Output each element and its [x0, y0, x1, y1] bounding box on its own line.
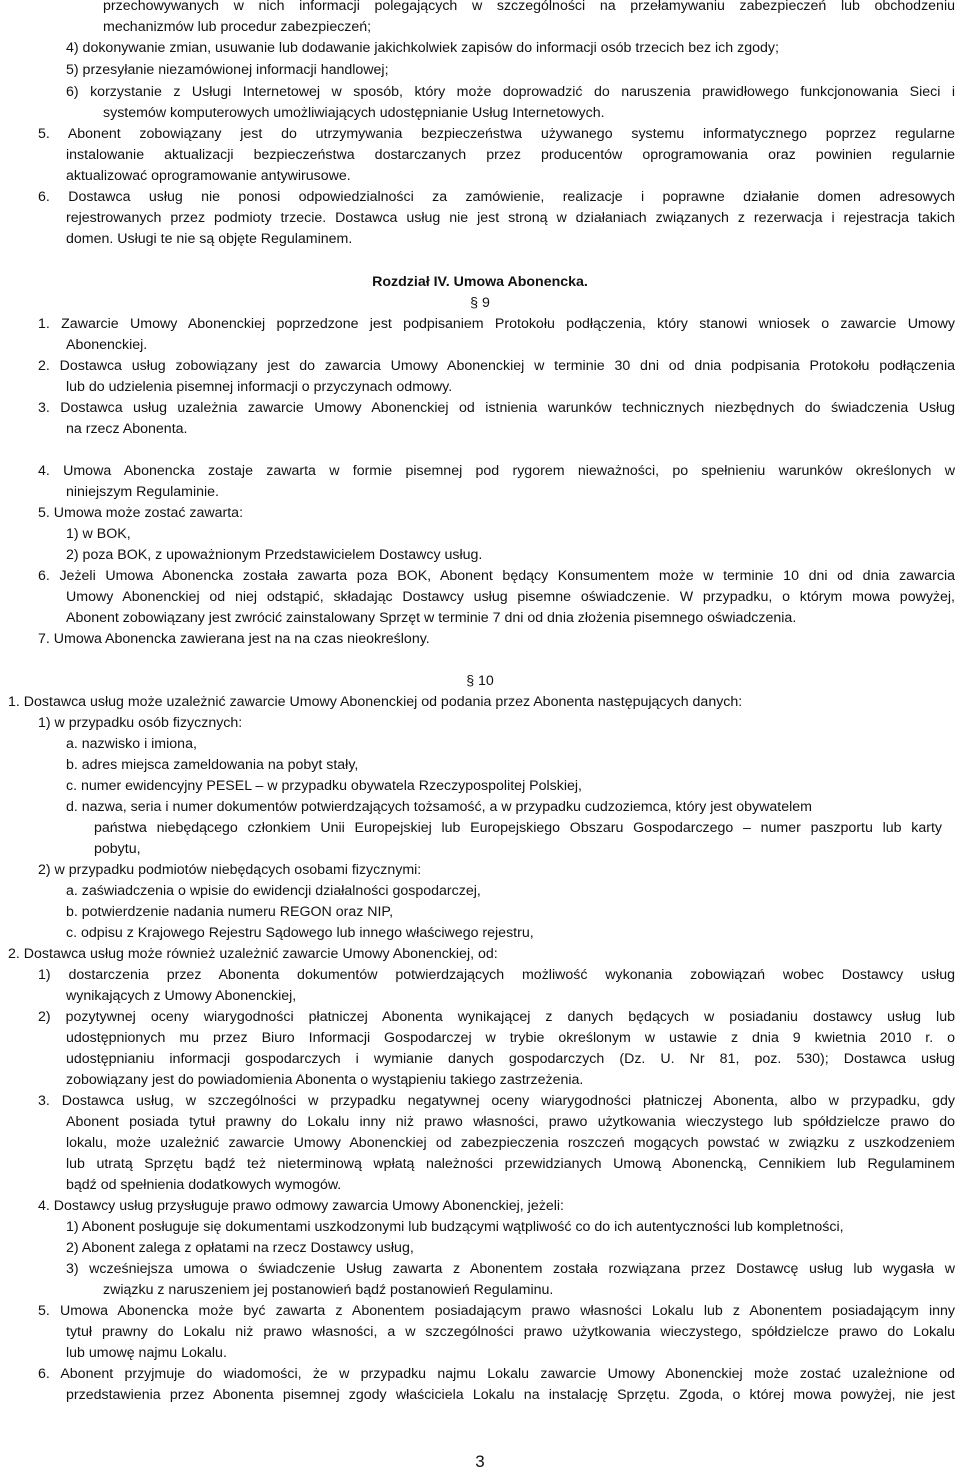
text-line: 6. Abonent przyjmuje do wiadomości, że w przypadku najmu Lokalu zawarcie Umowy Abonenckiej może zostać uzależnione od — [38, 1366, 955, 1382]
text-line: pobytu, — [94, 841, 141, 857]
text-line: systemów komputerowych umożliwiających udostępnianie Usług Internetowych. — [103, 105, 605, 121]
text-line: 2) w przypadku podmiotów niebędących osobami fizycznymi: — [38, 862, 422, 878]
text-line: 2) poza BOK, z upoważnionym Przedstawicielem Dostawcy usług. — [66, 547, 483, 563]
text-line: 1. Zawarcie Umowy Abonenckiej poprzedzone jest podpisaniem Protokołu podłączenia, który stanowi wniosek o zawarcie Umowy — [38, 316, 955, 332]
text-line: 4) dokonywanie zmian, usuwanie lub dodawanie jakichkolwiek zapisów do informacji osób trzecich bez ich zgody; — [66, 40, 779, 56]
text-line: 6. Dostawca usług nie ponosi odpowiedzialności za zamówienie, realizacje i poprawne działanie domen adresowych — [38, 189, 955, 205]
text-line: 7. Umowa Abonencka zawierana jest na na czas nieokreślony. — [38, 631, 430, 647]
paragraph-symbol-heading: § 9 — [470, 295, 490, 311]
text-line: udostępnionych mu przez Biuro Informacji Gospodarczej w trybie określonym w ustawie z dnia 9 kwietnia 2010 r. o — [66, 1030, 955, 1046]
text-line: niniejszym Regulaminie. — [66, 484, 219, 500]
text-line: b. adres miejsca zameldowania na pobyt stały, — [66, 757, 359, 773]
text-line: lub do udzielenia pisemnej informacji o przyczynach odmowy. — [66, 379, 453, 395]
text-line: 6) korzystanie z Usługi Internetowej w sposób, który może doprowadzić do naruszenia prawidłowego funkcjonowania Sieci i — [66, 84, 955, 100]
text-line: 1) w przypadku osób fizycznych: — [38, 715, 243, 731]
text-line: 1) w BOK, — [66, 526, 131, 542]
text-line: 2. Dostawca usług może również uzależnić zawarcie Umowy Abonenckiej, od: — [8, 946, 498, 962]
text-line: przedstawienia przez Abonenta pisemnej zgody właściciela Lokalu na instalację Sprzętu. Zgoda, o której mowa powyżej, nie jest — [66, 1387, 955, 1403]
text-line: 3. Dostawca usług uzależnia zawarcie Umowy Abonenckiej od istnienia warunków technicznych niezbędnych do świadczenia Usług — [38, 400, 955, 416]
text-line: wynikających z Umowy Abonenckiej, — [66, 988, 297, 1004]
text-line: 5) przesyłanie niezamówionej informacji handlowej; — [66, 62, 389, 78]
text-line: Umowy Abonenckiej od niej odstąpić, składając Dostawcy usług pisemne oświadczenie. W przypadku, o którym mowa powyżej, — [66, 589, 955, 605]
text-line: udostępnianiu informacji gospodarczych i wymianie danych gospodarczych (Dz. U. Nr 81, poz. 530); Dostawca usług — [66, 1051, 955, 1067]
text-line: Abonent posiada tytuł prawny do Lokalu inny niż prawo własności, prawo użytkowania wieczystego lub spółdzielcze prawo do — [66, 1114, 955, 1130]
text-line: przechowywanych w nich informacji polegających w szczególności na przełamywaniu zabezpieczeń lub obchodzeniu — [103, 0, 955, 14]
text-line: tytuł prawny do Lokalu niż prawo własności, a w szczególności prawo użytkowania wieczystego, spółdzielcze prawo do Lokalu — [66, 1324, 955, 1340]
text-line: 1. Dostawca usług może uzależnić zawarcie Umowy Abonenckiej od podania przez Abonenta następujących danych: — [8, 694, 743, 710]
text-line: 4. Dostawcy usług przysługuje prawo odmowy zawarcia Umowy Abonenckiej, jeżeli: — [38, 1198, 564, 1214]
text-line: 5. Umowa może zostać zawarta: — [38, 505, 244, 521]
text-line: 2) Abonent zalega z opłatami na rzecz Dostawcy usług, — [66, 1240, 414, 1256]
text-line: Abonenckiej. — [66, 337, 148, 353]
text-line: lub utratą Sprzętu bądź też nieterminową wpłatą należności przewidzianych Umową Abonencką, Cennikiem lub Regulaminem — [66, 1156, 955, 1172]
text-line: 5. Umowa Abonencka może być zawarta z Abonentem posiadającym prawo własności Lokalu lub z Abonentem posiadającym inny — [38, 1303, 955, 1319]
text-line: 3) wcześniejsza umowa o świadczenie Usług zawarta z Abonentem została rozwiązana przez Dostawcę usług lub wygasła w — [66, 1261, 955, 1277]
text-line: 3. Dostawca usług, w szczególności w przypadku negatywnej oceny wiarygodności płatniczej Abonenta, albo w przypadku, gdy — [38, 1093, 955, 1109]
text-line: a. zaświadczenia o wpisie do ewidencji działalności gospodarczej, — [66, 883, 481, 899]
text-line: 6. Jeżeli Umowa Abonencka została zawarta poza BOK, Abonent będący Konsumentem może w terminie 10 dni od dnia zawarcia — [38, 568, 955, 584]
text-line: mechanizmów lub procedur zabezpieczeń; — [103, 19, 372, 35]
text-line: 1) dostarczenia przez Abonenta dokumentów potwierdzających możliwość wykonania zobowiązań wobec Dostawcy usług — [38, 967, 955, 983]
text-line: c. odpisu z Krajowego Rejestru Sądowego lub innego właściwego rejestru, — [66, 925, 534, 941]
text-line: c. numer ewidencyjny PESEL – w przypadku obywatela Rzeczypospolitej Polskiej, — [66, 778, 582, 794]
text-line: lub umowę najmu Lokalu. — [66, 1345, 227, 1361]
text-line: d. nazwa, seria i numer dokumentów potwierdzających tożsamość, a w przypadku cudzoziemca, który jest obywatelem — [66, 799, 812, 815]
text-line: państwa niebędącego członkiem Unii Europejskiej lub Europejskiego Obszaru Gospodarczego – numer paszportu lub karty — [94, 820, 942, 836]
section-heading: Rozdział IV. Umowa Abonencka. — [372, 274, 588, 290]
text-line: 2) pozytywnej oceny wiarygodności płatniczej Abonenta wynikającej z danych będących w posiadaniu dostawcy usług lub — [38, 1009, 955, 1025]
paragraph-symbol-heading: § 10 — [466, 673, 494, 689]
text-line: rejestrowanych przez podmioty trzecie. Dostawca usług nie jest stroną w działaniach związanych z rezerwacja i rejestracja takich — [66, 210, 955, 226]
text-line: związku z naruszeniem jej postanowień bądź postanowień Regulaminu. — [103, 1282, 554, 1298]
page-number: 3 — [475, 1452, 485, 1471]
text-line: a. nazwisko i imiona, — [66, 736, 197, 752]
text-line: 5. Abonent zobowiązany jest do utrzymywania bezpieczeństwa używanego systemu informatycznego poprzez regularne — [38, 126, 955, 142]
text-line: aktualizować oprogramowanie antywirusowe. — [66, 168, 351, 184]
text-line: zobowiązany jest do powiadomienia Abonenta o wystąpieniu takiego zastrzeżenia. — [66, 1072, 584, 1088]
text-line: lokalu, może uzależnić zawarcie Umowy Abonenckiej od zabezpieczenia roszczeń mogących powstać w związku z uszkodzeniem — [66, 1135, 955, 1151]
text-line: na rzecz Abonenta. — [66, 421, 188, 437]
text-line: 1) Abonent posługuje się dokumentami uszkodzonymi lub budzącymi wątpliwość co do ich autentyczności lub kompletności, — [66, 1219, 844, 1235]
text-line: instalowanie aktualizacji bezpieczeństwa dostarczanych przez producentów oprogramowania oraz powinien regularnie — [66, 147, 955, 163]
text-line: 4. Umowa Abonencka zostaje zawarta w formie pisemnej pod rygorem nieważności, po spełnieniu warunków określonych w — [38, 463, 955, 479]
text-line: Abonent zobowiązany jest zwrócić zainstalowany Sprzęt w terminie 7 dni od dnia złożenia pisemnego oświadczenia. — [66, 610, 797, 626]
text-line: b. potwierdzenie nadania numeru REGON oraz NIP, — [66, 904, 394, 920]
text-line: 2. Dostawca usług zobowiązany jest do zawarcia Umowy Abonenckiej w terminie 30 dni od dnia podpisania Protokołu podłączenia — [38, 358, 955, 374]
text-line: domen. Usługi te nie są objęte Regulaminem. — [66, 231, 353, 247]
text-line: bądź od spełnienia dodatkowych wymogów. — [66, 1177, 342, 1193]
